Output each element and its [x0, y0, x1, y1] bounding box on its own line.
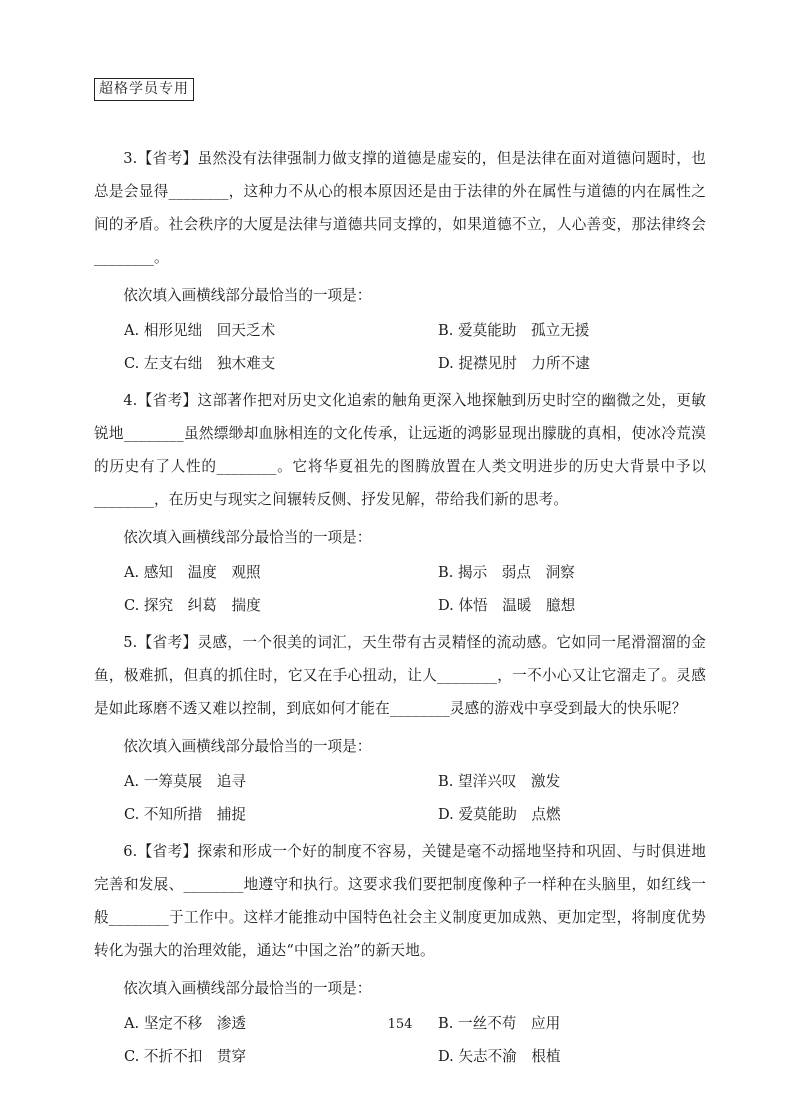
- option-a: A. 相形见绌 回天乏术: [124, 322, 276, 339]
- option-a: A. 一筹莫展 追寻: [124, 773, 246, 790]
- question-stem: 4.【省考】这部著作把对历史文化追索的触角更深入地探触到历史时空的幽微之处，更敏锐地________虽然缥缈却血脉相连的文化传承，让远逝的鸿影显现出朦胧的真相，使冰冷荒漠的历史有了人性的________。它将华夏祖先的图腾放置在人类文明进步的历史大背景中予以________，在历史与现实之间辗转反侧、抒发见解，带给我们新的思考。: [94, 392, 706, 508]
- option-d: D. 体悟 温暖 臆想: [438, 597, 576, 614]
- option-c: C. 左支右绌 独木难支: [124, 355, 276, 372]
- option-grid: [94, 765, 706, 831]
- option-b: B. 望洋兴叹 激发: [438, 773, 561, 790]
- option-grid: [94, 314, 706, 380]
- question-instruction: 依次填入画横线部分最恰当的一项是：: [123, 529, 372, 546]
- option-grid: [94, 556, 706, 622]
- question-5: [94, 626, 706, 831]
- question-6: [94, 835, 706, 1073]
- option-c: C. 不折不扣 贯穿: [124, 1048, 247, 1065]
- header-label: 超格学员专用: [94, 78, 194, 101]
- option-d: D. 矢志不渝 根植: [438, 1048, 561, 1065]
- question-4: [94, 384, 706, 622]
- question-stem: 3.【省考】虽然没有法律强制力做支撑的道德是虚妄的，但是法律在面对道德问题时，也总是会显得________，这种力不从心的根本原因还是由于法律的外在属性与道德的内在属性之间的矛盾。社会秩序的大厦是法律与道德共同支撑的，如果道德不立，人心善变，那法律终会________。: [94, 150, 706, 266]
- option-b: B. 揭示 弱点 洞察: [438, 564, 575, 581]
- question-instruction: 依次填入画横线部分最恰当的一项是：: [123, 738, 372, 755]
- page-number: 154: [387, 1017, 413, 1032]
- option-b: B. 一丝不苟 应用: [438, 1015, 561, 1032]
- question-instruction: 依次填入画横线部分最恰当的一项是：: [123, 287, 372, 304]
- option-b: B. 爱莫能助 孤立无援: [438, 322, 590, 339]
- option-d: D. 捉襟见肘 力所不逮: [438, 355, 590, 372]
- option-d: D. 爱莫能助 点燃: [438, 806, 561, 823]
- option-c: C. 探究 纠葛 揣度: [124, 597, 261, 614]
- question-stem: 5.【省考】灵感，一个很美的词汇，天生带有古灵精怪的流动感。它如同一尾滑溜溜的金鱼，极难抓，但真的抓住时，它又在手心扭动，让人________，一不小心又让它溜走了。灵感是如此琢磨不透又难以控制，到底如何才能在________灵感的游戏中享受到最大的快乐呢？: [94, 634, 706, 717]
- option-c: C. 不知所措 捕捉: [124, 806, 247, 823]
- question-stem: 6.【省考】探索和形成一个好的制度不容易，关键是毫不动摇地坚持和巩固、与时俱进地完善和发展、________地遵守和执行。这要求我们要把制度像种子一样种在头脑里，如红线一般________于工作中。这样才能推动中国特色社会主义制度更加成熟、更加定型，将制度优势转化为强大的治理效能，通达“中国之治”的新天地。: [94, 843, 706, 959]
- question-instruction: 依次填入画横线部分最恰当的一项是：: [123, 980, 372, 997]
- question-3: [94, 142, 706, 380]
- question-list: [94, 142, 706, 1077]
- option-a: A. 坚定不移 渗透: [124, 1015, 246, 1032]
- option-a: A. 感知 温度 观照: [124, 564, 261, 581]
